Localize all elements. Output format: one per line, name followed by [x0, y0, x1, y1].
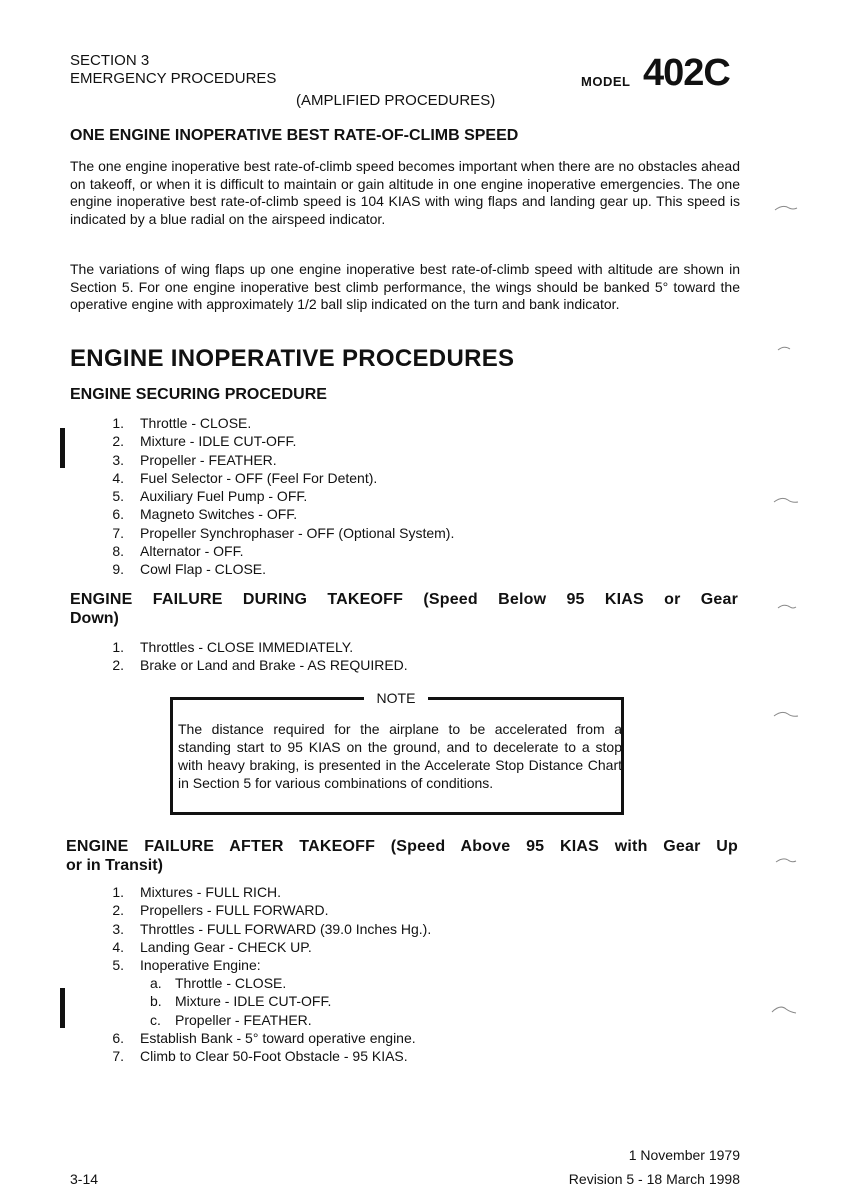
after-step: [102, 901, 431, 919]
failure-during-heading-line2: Down): [70, 610, 119, 627]
after-step: [102, 1029, 416, 1047]
after-step: [102, 956, 431, 974]
step-number: c.: [150, 1011, 161, 1028]
step-text: Mixture - IDLE CUT-OFF.: [140, 433, 297, 450]
step-number: 7.: [112, 1048, 124, 1065]
step-number: 3.: [112, 451, 124, 468]
step-text: Propeller Synchrophaser - OFF (Optional System).: [140, 524, 455, 541]
after-step: [102, 883, 431, 901]
securing-step: [102, 542, 454, 560]
step-number: 2.: [112, 902, 124, 919]
after-substep: [150, 1011, 331, 1029]
scan-mark: [774, 712, 798, 716]
during-step: [102, 638, 408, 656]
securing-step: [102, 560, 454, 578]
step-text: Throttle - CLOSE.: [140, 415, 252, 431]
note-title: NOTE: [364, 690, 428, 706]
inoperative-engine-substeps: [150, 974, 331, 1029]
step-number: 4.: [112, 938, 124, 955]
scan-mark: [778, 605, 796, 608]
securing-step: [102, 524, 454, 542]
revision-date: Revision 5 - 18 March 1998: [568, 1171, 740, 1187]
step-text: Inoperative Engine:: [140, 957, 261, 974]
securing-step: [102, 432, 454, 450]
model-label: MODEL: [581, 74, 631, 89]
step-number: 3.: [112, 920, 124, 937]
after-step: [102, 1047, 416, 1065]
scan-marks: [770, 190, 830, 1090]
step-number: 1.: [112, 639, 124, 655]
securing-steps: [102, 414, 454, 579]
step-text: Mixtures - FULL RICH.: [140, 884, 282, 900]
securing-step: [102, 505, 454, 523]
step-number: 6.: [112, 506, 124, 523]
note-rule-left: [170, 697, 364, 700]
step-number: 1.: [112, 415, 124, 431]
securing-heading: ENGINE SECURING PROCEDURE: [70, 386, 327, 403]
step-number: 2.: [112, 657, 124, 674]
after-step: [102, 938, 431, 956]
step-number: 9.: [112, 561, 124, 578]
step-number: b.: [150, 993, 162, 1010]
scan-mark: [775, 206, 797, 210]
chapter-label: EMERGENCY PROCEDURES: [70, 70, 277, 87]
step-text: Cowl Flap - CLOSE.: [140, 561, 267, 578]
step-text: Propeller - FEATHER.: [140, 451, 277, 468]
subtitle: (AMPLIFIED PROCEDURES): [296, 92, 496, 109]
note-rule-right: [428, 697, 624, 700]
securing-step: [102, 451, 454, 469]
main-heading: ENGINE INOPERATIVE PROCEDURES: [70, 345, 515, 372]
failure-during-steps: [102, 638, 408, 675]
step-text: Brake or Land and Brake - AS REQUIRED.: [140, 657, 408, 674]
note-text: The distance required for the airplane to be accelerated from a standing start to 95 KIAS on the ground, and to decelerate to a stop with heavy braking, is presented in the Accelerate Stop Distance Chart in Section 5 for various combinations of conditions.: [178, 721, 622, 791]
failure-after-heading-line1: ENGINE FAILURE AFTER TAKEOFF (Speed Above 95 KIAS with Gear Up: [66, 838, 738, 855]
step-number: a.: [150, 975, 162, 991]
section-label: SECTION 3: [70, 52, 150, 69]
step-text: Mixture - IDLE CUT-OFF.: [175, 993, 332, 1010]
during-step: [102, 656, 408, 674]
scan-mark: [774, 498, 798, 502]
step-number: 7.: [112, 524, 124, 541]
scan-mark: [772, 1007, 796, 1013]
step-text: Landing Gear - CHECK UP.: [140, 938, 312, 955]
scan-mark: [776, 859, 796, 862]
failure-after-steps: [102, 883, 431, 974]
failure-after-steps-cont: [102, 1029, 416, 1066]
revision-bar: [60, 428, 65, 468]
page-number: 3-14: [70, 1171, 99, 1187]
step-text: Establish Bank - 5° toward operative engine.: [140, 1030, 416, 1046]
step-number: 8.: [112, 543, 124, 560]
step-number: 1.: [112, 884, 124, 900]
step-text: Auxiliary Fuel Pump - OFF.: [140, 488, 308, 505]
best-climb-heading: ONE ENGINE INOPERATIVE BEST RATE-OF-CLIMB SPEED: [70, 127, 519, 144]
after-substep: [150, 992, 331, 1010]
step-text: Throttle - CLOSE.: [175, 975, 287, 991]
step-number: 2.: [112, 433, 124, 450]
securing-step: [102, 414, 454, 432]
step-text: Propeller - FEATHER.: [175, 1011, 312, 1028]
step-text: Throttles - CLOSE IMMEDIATELY.: [140, 639, 354, 655]
step-text: Magneto Switches - OFF.: [140, 506, 298, 523]
step-text: Climb to Clear 50-Foot Obstacle - 95 KIAS.: [140, 1048, 408, 1065]
scan-mark: [778, 347, 790, 350]
step-number: 5.: [112, 488, 124, 505]
step-text: Alternator - OFF.: [140, 543, 244, 560]
best-climb-para-2: The variations of wing flaps up one engine inoperative best rate-of-climb speed with altitude are shown in Section 5. For one engine inoperative best climb performance, the wings should be banked 5° toward the operative engine with approximately 1/2 ball slip indicated on the turn and bank indicator.: [70, 261, 740, 312]
after-step: [102, 920, 431, 938]
issue-date: 1 November 1979: [628, 1147, 740, 1163]
step-number: 5.: [112, 957, 124, 974]
revision-bar: [60, 988, 65, 1028]
step-number: 4.: [112, 469, 124, 486]
step-text: Propellers - FULL FORWARD.: [140, 902, 329, 919]
securing-step: [102, 487, 454, 505]
best-climb-para-1: The one engine inoperative best rate-of-climb speed becomes important when there are no obstacles ahead on takeoff, or when it is difficult to maintain or gain altitude in one engine inoperative emergencies. The one engine inoperative best rate-of-climb speed is 104 KIAS with wing flaps and landing gear up. This speed is indicated by a blue radial on the airspeed indicator.: [70, 158, 740, 227]
step-text: Fuel Selector - OFF (Feel For Detent).: [140, 469, 378, 486]
securing-step: [102, 469, 454, 487]
step-text: Throttles - FULL FORWARD (39.0 Inches Hg.).: [140, 920, 432, 937]
step-number: 6.: [112, 1030, 124, 1046]
failure-after-heading-line2: or in Transit): [66, 857, 163, 874]
after-substep: [150, 974, 331, 992]
model-number: 402C: [643, 52, 730, 94]
failure-during-heading-line1: ENGINE FAILURE DURING TAKEOFF (Speed Below 95 KIAS or Gear: [70, 591, 738, 608]
